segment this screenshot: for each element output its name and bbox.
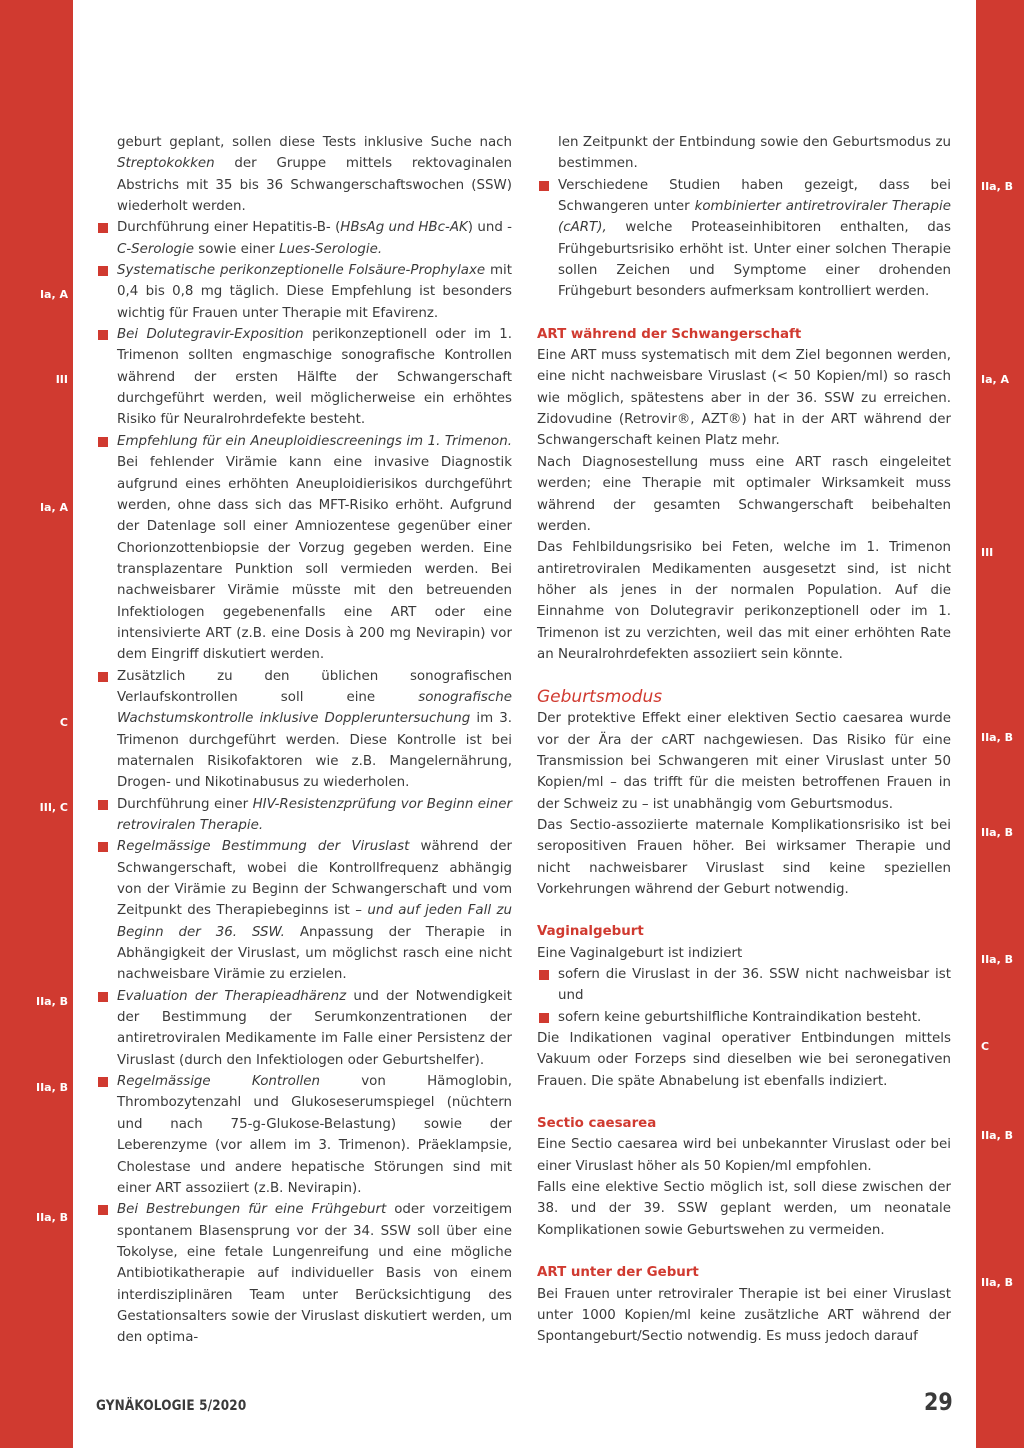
evidence-grade: IIa, B [981,180,1014,193]
evidence-grade: IIa, B [35,1211,68,1224]
bullet-item: Evaluation der Therapieadhärenz und der Notwendigkeit der Bestimmung der Serumkonzentrationen der antiretroviralen Medikamente im Falle einer Persistenz der Viruslast (durch den Infektiologen oder Geburtshelfer). [96,986,512,1071]
evidence-grade: III [981,546,994,559]
bullet-item: Durchführung einer HIV-Resistenzprüfung vor Beginn einer retroviralen Therapie. [96,794,512,837]
paragraph: Eine Sectio caesarea wird bei unbekannter Viruslast oder bei einer Viruslast höher als 50 Kopien/ml empfohlen. [537,1137,951,1174]
paragraph: Die Indikationen vaginal operativer Entbindungen mittels Vakuum oder Forzeps sind dieselben wie bei seronegativen Frauen. Die späte Abnabelung ist ebenfalls indiziert. [537,1031,951,1089]
bullet-item: sofern keine geburtshilfliche Kontraindikation besteht. [537,1007,951,1028]
paragraph: Eine ART muss systematisch mit dem Ziel begonnen werden, eine nicht nachweisbare Viruslast (< 50 Kopien/ml) so rasch wie möglich, spätestens aber in der 36. SSW zu erreichen. Zidovudine (Retrovir®, AZT®) hat in der ART während der Schwangerschaft keinen Platz mehr. [537,348,951,449]
bullet-item: Durchführung einer Hepatitis-B- (HBsAg und HBc-AK) und -C-Serologie sowie einer Lues-Serologie. [96,217,512,260]
evidence-grade: IIa, B [981,1129,1014,1142]
bullet-item: Regelmässige Kontrollen von Hämoglobin, Thrombozytenzahl und Glukoseserumspiegel (nüchtern und nach 75-g-Glukose-Belastung) sowie der Leberenzyme (vor allem im 3. Trimenon). Präeklampsie, Cholestase und andere hepatische Störungen sind mit einer ART assoziiert (z.B. Nevirapin). [96,1071,512,1199]
bullet-item: Bei Dolutegravir-Exposition perikonzeptionell oder im 1. Trimenon sollten engmaschige sonografische Kontrollen während der ersten Hälfte der Schwangerschaft durchgeführt werden, weil möglicherweise ein erhöhtes Risiko für Neuralrohrdefekte besteht. [96,324,512,431]
paragraph: Der protektive Effekt einer elektiven Sectio caesarea wurde vor der Ära der cART nachgewiesen. Das Risiko für eine Transmission bei Schwangeren mit einer Viruslast unter 50 Kopien/ml – das trifft für die meisten betroffenen Frauen in der Schweiz zu – ist unabhängig vom Geburtsmodus. [537,711,951,812]
evidence-grade: C [981,1040,990,1053]
section-heading: ART während der Schwangerschaft [537,326,802,342]
paragraph: len Zeitpunkt der Entbindung sowie den Geburtsmodus zu bestimmen. [558,135,951,172]
evidence-grade: IIa, B [981,826,1014,839]
bullet-item: sofern die Viruslast in der 36. SSW nicht nachweisbar ist und [537,964,951,1007]
bullet-item: Zusätzlich zu den üblichen sonografischen Verlaufskontrollen soll eine sonografische Wachstumskontrolle inklusive Doppleruntersuchung im 3. Trimenon durchgeführt werden. Diese Kontrolle ist bei maternalen Risikofaktoren wie z.B. Mangelernährung, Drogen- und Nikotinabusus zu wiederholen. [96,666,512,794]
section-heading: Vaginalgeburt [537,924,644,940]
bullet-item: Empfehlung für ein Aneuploidiescreenings im 1. Trimenon. Bei fehlender Virämie kann eine invasive Diagnostik aufgrund eines erhöhten Aneuploidierisikos durchgeführt werden, ohne dass sich das MFT-Risiko erhöht. Aufgrund der Datenlage soll einer Amniozentese gegenüber einer Chorionzottenbiopsie der Vorzug gegeben werden. Eine transplazentare Punktion soll vermieden werden. Bei nachweisbarer Virämie müsste mit den betreuenden Infektiologen gegebenenfalls eine ART oder eine intensivierte ART (z.B. eine Dosis à 200 mg Nevirapin) vor dem Eingriff diskutiert werden. [96,431,512,666]
evidence-grade: III, C [39,801,68,814]
left-text-column [96,132,512,1349]
paragraph: Eine Vaginalgeburt ist indiziert [537,945,743,961]
bullet-item: Bei Bestrebungen für eine Frühgeburt oder vorzeitigem spontanem Blasensprung vor der 34. SSW soll über eine Tokolyse, eine fetale Lungenreifung und eine mögliche Antibiotikatherapie auf individueller Basis von einem interdisziplinären Team unter Berücksichtigung des Gestationsalters sowie der Viruslast diskutiert werden, um den optima- [96,1199,512,1348]
paragraph: Nach Diagnosestellung muss eine ART rasch eingeleitet werden; eine Therapie mit optimaler Wirksamkeit muss während der gesamten Schwangerschaft beibehalten werden. [537,454,951,534]
right-margin-band [976,0,1024,1448]
evidence-grade: IIa, B [35,1081,68,1094]
evidence-grade: Ia, A [39,501,68,514]
evidence-grade: IIa, B [981,1276,1014,1289]
evidence-grade: IIa, B [981,953,1014,966]
paragraph: Falls eine elektive Sectio möglich ist, soll diese zwischen der 38. und der 39. SSW geplant werden, um neonatale Komplikationen sowie Geburtswehen zu vermeiden. [537,1180,951,1238]
section-title: Geburtsmodus [537,687,663,708]
paragraph: Das Fehlbildungsrisiko bei Feten, welche im 1. Trimenon antiretroviralen Medikamenten ausgesetzt sind, ist nicht höher als jenes in der normalen Population. Auf die Einnahme von Dolutegravir perikonzeptionell oder im 1. Trimenon ist zu verzichten, weil das mit einer erhöhten Rate an Neuralrohrdefekten assoziiert sein könnte. [537,540,951,662]
evidence-grade: IIa, B [981,731,1014,744]
section-heading: ART unter der Geburt [537,1265,699,1281]
paragraph: Bei Frauen unter retroviraler Therapie ist bei einer Viruslast unter 1000 Kopien/ml keine zusätzliche ART während der Spontangeburt/Sectio notwendig. Es muss jedoch darauf [537,1286,951,1345]
journal-footer: GYNÄKOLOGIE 5/2020 [96,1398,247,1414]
bullet-item: Regelmässige Bestimmung der Viruslast während der Schwangerschaft, wobei die Kontrollfrequenz abhängig von der Virämie zu Beginn der Schwangerschaft und vom Zeitpunkt des Therapiebeginns ist – und auf jeden Fall zu Beginn der 36. SSW. Anpassung der Therapie in Abhängigkeit der Viruslast, um möglichst rasch eine nicht nachweisbare Virämie zu erzielen. [96,836,512,985]
page-number: 29 [924,1388,953,1416]
evidence-grade: III [55,373,68,386]
evidence-grade: Ia, A [39,288,68,301]
bullet-item: Systematische perikonzeptionelle Folsäure-Prophylaxe mit 0,4 bis 0,8 mg täglich. Diese Empfehlung ist besonders wichtig für Frauen unter Therapie mit Efavirenz. [96,260,512,324]
right-text-column [537,132,951,1348]
bullet-item: Verschiedene Studien haben gezeigt, dass bei Schwangeren unter kombinierter antiretroviraler Therapie (cART), welche Proteaseinhibitoren enthalten, das Frühgeburtsrisiko erhöht ist. Unter einer solchen Therapie sollen Zeichen und Symptome einer drohenden Frühgeburt besonders aufmerksam kontrolliert werden. [537,175,951,303]
paragraph: geburt geplant, sollen diese Tests inklusive Suche nach Streptokokken der Gruppe mittels rektovaginalen Abstrichs mit 35 bis 36 Schwangerschaftswochen (SSW) wiederholt werden. [117,135,512,215]
section-heading: Sectio caesarea [537,1116,657,1132]
paragraph: Das Sectio-assoziierte maternale Komplikationsrisiko ist bei seropositiven Frauen höher. Bei wirksamer Therapie und nicht nachweisbarer Viruslast sind keine speziellen Vorkehrungen während der Geburt notwendig. [537,817,951,897]
evidence-grade: C [59,716,68,729]
evidence-grade: IIa, B [35,995,68,1008]
evidence-grade: Ia, A [981,373,1010,386]
